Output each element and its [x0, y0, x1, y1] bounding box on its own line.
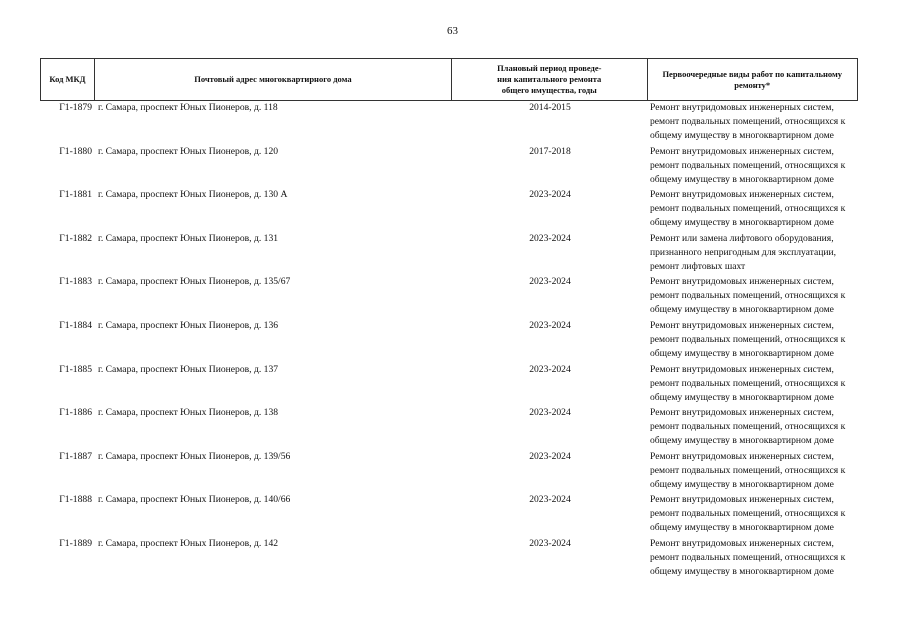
- row-works-line: общему имуществу в многоквартирном доме: [650, 565, 834, 577]
- row-works-line: Ремонт внутридомовых инженерных систем,: [650, 363, 834, 375]
- row-period: 2023-2024: [529, 537, 571, 549]
- row-address: г. Самара, проспект Юных Пионеров, д. 137: [98, 363, 279, 375]
- row-code: Г1-1887: [59, 450, 92, 462]
- row-works-line: Ремонт внутридомовых инженерных систем,: [650, 319, 834, 331]
- row-works-line: общему имуществу в многоквартирном доме: [650, 391, 834, 403]
- row-works-line: ремонт подвальных помещений, относящихся к: [650, 508, 846, 520]
- row-works-line: Ремонт внутридомовых инженерных систем,: [650, 450, 834, 462]
- row-address: г. Самара, проспект Юных Пионеров, д. 120: [98, 145, 279, 157]
- row-works-line: Ремонт внутридомовых инженерных систем,: [650, 102, 834, 113]
- row-works-line: Ремонт внутридомовых инженерных систем,: [650, 276, 834, 288]
- row-address: г. Самара, проспект Юных Пионеров, д. 136: [98, 319, 279, 331]
- row-period: 2017-2018: [529, 145, 571, 157]
- page-number: 63: [447, 25, 458, 37]
- row-code: Г1-1883: [59, 276, 92, 288]
- row-works-line: ремонт подвальных помещений, относящихся к: [650, 290, 846, 302]
- row-code: Г1-1884: [59, 319, 92, 331]
- row-works-line: ремонт подвальных помещений, относящихся к: [650, 377, 846, 389]
- row-address: г. Самара, проспект Юных Пионеров, д. 118: [98, 102, 278, 113]
- row-works-line: ремонт подвальных помещений, относящихся к: [650, 464, 846, 476]
- row-works: [648, 188, 858, 232]
- row-works-line: Ремонт внутридомовых инженерных систем,: [650, 494, 834, 506]
- row-address: г. Самара, проспект Юных Пионеров, д. 139/56: [98, 450, 291, 462]
- row-period: 2023-2024: [529, 363, 571, 375]
- table-row: [40, 101, 858, 145]
- table-row: [40, 537, 858, 581]
- row-works-line: общему имуществу в многоквартирном доме: [650, 522, 834, 534]
- row-period: 2023-2024: [529, 407, 571, 419]
- header-works: Первоочередные виды работ по капитальному ремонту*: [662, 68, 843, 90]
- row-works: [648, 537, 858, 581]
- row-works-line: общему имуществу в многоквартирном доме: [650, 304, 834, 316]
- row-address: г. Самара, проспект Юных Пионеров, д. 138: [98, 407, 279, 419]
- row-code: Г1-1886: [59, 407, 92, 419]
- row-works-line: общему имуществу в многоквартирном доме: [650, 130, 834, 141]
- row-works: [648, 232, 858, 276]
- row-works-line: общему имуществу в многоквартирном доме: [650, 435, 834, 447]
- table-row: [40, 363, 858, 407]
- row-address: г. Самара, проспект Юных Пионеров, д. 135/67: [98, 276, 291, 288]
- table-row: [40, 493, 858, 537]
- row-works: [648, 363, 858, 407]
- row-works-line: ремонт подвальных помещений, относящихся к: [650, 333, 846, 345]
- row-works-line: ремонт подвальных помещений, относящихся к: [650, 421, 846, 433]
- table-row: [40, 450, 858, 494]
- row-code: Г1-1888: [59, 494, 92, 506]
- row-works: [648, 493, 858, 537]
- row-address: г. Самара, проспект Юных Пионеров, д. 140/66: [98, 494, 291, 506]
- row-works: [648, 319, 858, 363]
- table-header: [40, 58, 858, 101]
- row-works: [648, 145, 858, 189]
- row-works-line: общему имуществу в многоквартирном доме: [650, 347, 834, 359]
- row-period: 2023-2024: [529, 276, 571, 288]
- row-code: Г1-1885: [59, 363, 92, 375]
- row-works-line: ремонт лифтовых шахт: [650, 260, 746, 272]
- table-row: [40, 232, 858, 276]
- row-works: [648, 450, 858, 494]
- row-code: Г1-1879: [59, 102, 92, 113]
- table-row: [40, 406, 858, 450]
- table-row: [40, 319, 858, 363]
- row-period: 2023-2024: [529, 319, 571, 331]
- row-works-line: Ремонт внутридомовых инженерных систем,: [650, 189, 834, 201]
- row-works-line: Ремонт внутридомовых инженерных систем,: [650, 145, 834, 157]
- row-period: 2023-2024: [529, 494, 571, 506]
- row-works-line: ремонт подвальных помещений, относящихся к: [650, 116, 846, 127]
- row-works-line: Ремонт или замена лифтового оборудования,: [650, 232, 834, 244]
- row-works-line: общему имуществу в многоквартирном доме: [650, 217, 834, 229]
- header-address: Почтовый адрес многоквартирного дома: [95, 59, 452, 100]
- row-works-line: ремонт подвальных помещений, относящихся к: [650, 203, 846, 215]
- row-works-line: ремонт подвальных помещений, относящихся к: [650, 551, 846, 563]
- row-works-line: общему имуществу в многоквартирном доме: [650, 478, 834, 490]
- row-address: г. Самара, проспект Юных Пионеров, д. 131: [98, 232, 279, 244]
- row-works: [648, 406, 858, 450]
- header-period: Плановый период проведе- ния капитального ремонта общего имущества, годы: [452, 59, 648, 100]
- row-works-line: Ремонт внутридомовых инженерных систем,: [650, 537, 834, 549]
- row-code: Г1-1881: [59, 189, 92, 201]
- row-code: Г1-1882: [59, 232, 92, 244]
- row-works-line: признанного непригодным для эксплуатации,: [650, 246, 837, 258]
- table-row: [40, 188, 858, 232]
- row-address: г. Самара, проспект Юных Пионеров, д. 130 А: [98, 189, 288, 201]
- header-code: Код МКД: [41, 59, 95, 100]
- row-works: [648, 275, 858, 319]
- row-address: г. Самара, проспект Юных Пионеров, д. 142: [98, 537, 279, 549]
- table-row: [40, 145, 858, 189]
- table-row: [40, 275, 858, 319]
- row-works-line: общему имуществу в многоквартирном доме: [650, 173, 834, 185]
- row-period: 2023-2024: [529, 450, 571, 462]
- row-period: 2023-2024: [529, 232, 571, 244]
- row-code: Г1-1889: [59, 537, 92, 549]
- row-works: [648, 101, 858, 145]
- row-works-line: ремонт подвальных помещений, относящихся к: [650, 159, 846, 171]
- row-code: Г1-1880: [59, 145, 92, 157]
- row-period: 2014-2015: [529, 102, 571, 113]
- row-works-line: Ремонт внутридомовых инженерных систем,: [650, 407, 834, 419]
- table-body: [40, 101, 858, 581]
- row-period: 2023-2024: [529, 189, 571, 201]
